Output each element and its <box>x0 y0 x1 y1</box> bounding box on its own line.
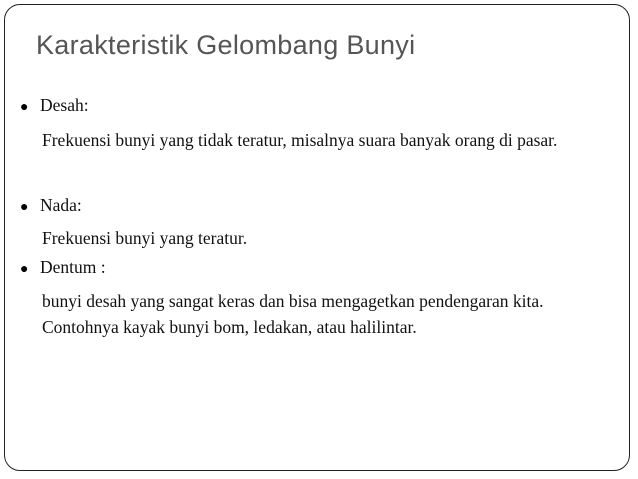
slide-title: Karakteristik Gelombang Bunyi <box>36 30 416 60</box>
term-description: Frekuensi bunyi yang tidak teratur, misalnya suara banyak orang di pasar. <box>42 130 558 150</box>
term-label: Dentum : <box>40 257 106 277</box>
bullet-icon: ● <box>20 262 29 277</box>
term-label: Nada: <box>40 195 82 215</box>
bullet-item-nada <box>20 197 82 215</box>
term-label: Desah: <box>40 95 89 115</box>
bullet-icon: ● <box>20 100 29 115</box>
term-description: Frekuensi bunyi yang teratur. <box>42 228 248 248</box>
bullet-item-desah <box>20 97 89 115</box>
bullet-icon: ● <box>20 200 29 215</box>
bullet-item-dentum <box>20 259 106 277</box>
term-description: bunyi desah yang sangat keras dan bisa mengagetkan pendengaran kita. Contohnya kayak bunyi bom, ledakan, atau halilintar. <box>42 291 544 337</box>
